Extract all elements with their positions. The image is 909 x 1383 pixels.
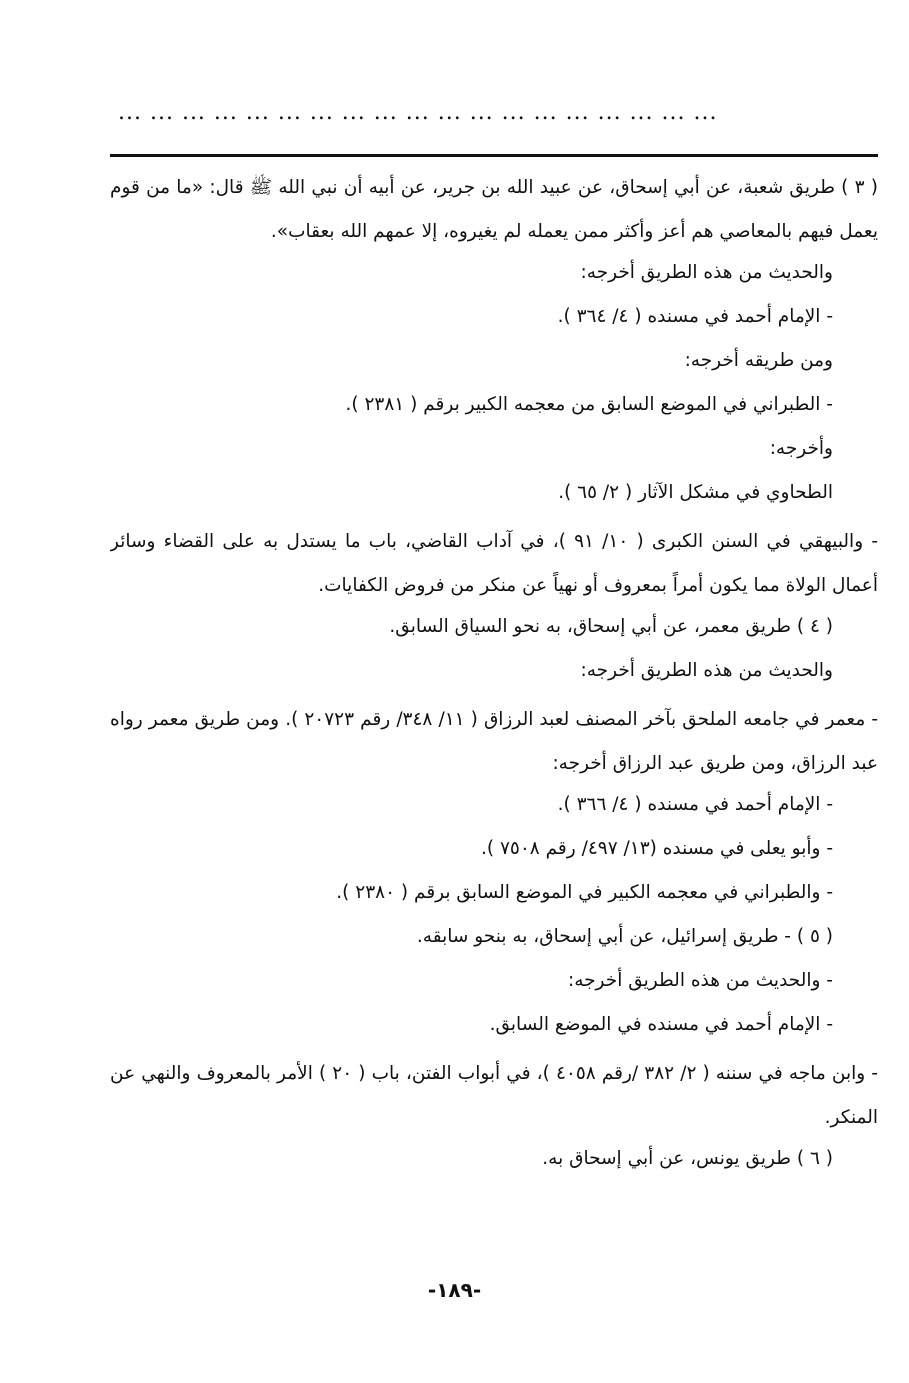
paragraph-18: - وابن ماجه في سننه ( ٢/ ٣٨٢ /رقم ٤٠٥٨ )، في أبواب الفتن، باب ( ٢٠ ) الأمر بالمعروف والنهي عن المنكر. bbox=[110, 1063, 878, 1128]
paragraph-3: - الإمام أحمد في مسنده ( ٤/ ٣٦٤ ). bbox=[557, 306, 833, 327]
paragraph-11: - معمر في جامعه الملحق بآخر المصنف لعبد الرزاق ( ١١/ ٣٤٨/ رقم ٢٠٧٢٣ ). ومن طريق معمر رواه عبد الرزاق، ومن طريق عبد الرزاق أخرجه: bbox=[110, 709, 878, 774]
paragraph-2: والحديث من هذه الطريق أخرجه: bbox=[580, 262, 833, 283]
page-number: -١٨٩- bbox=[427, 1278, 482, 1302]
paragraph-6: وأخرجه: bbox=[769, 438, 833, 459]
paragraph-5: - الطبراني في الموضع السابق من معجمه الكبير برقم ( ٢٣٨١ ). bbox=[345, 394, 833, 415]
paragraph-4: ومن طريقه أخرجه: bbox=[684, 350, 833, 371]
paragraph-12: - الإمام أحمد في مسنده ( ٤/ ٣٦٦ ). bbox=[557, 794, 833, 815]
paragraph-19: ( ٦ ) طريق يونس، عن أبي إسحاق به. bbox=[542, 1148, 833, 1169]
paragraph-17: - الإمام أحمد في مسنده في الموضع السابق. bbox=[489, 1014, 833, 1035]
paragraph-14: - والطبراني في معجمه الكبير في الموضع السابق برقم ( ٢٣٨٠ ). bbox=[336, 882, 833, 903]
paragraph-15: ( ٥ ) - طريق إسرائيل، عن أبي إسحاق، به بنحو سابقه. bbox=[416, 926, 833, 947]
header-ellipsis: ... ... ... ... ... ... ... ... ... ... ... ... ... ... ... ... ... ... ... bbox=[118, 100, 718, 125]
paragraph-13: - وأبو يعلى في مسنده (١٣/ ٤٩٧/ رقم ٧٥٠٨ ). bbox=[481, 838, 833, 859]
paragraph-16: - والحديث من هذه الطريق أخرجه: bbox=[567, 970, 833, 991]
paragraph-9: ( ٤ ) طريق معمر، عن أبي إسحاق، به نحو السياق السابق. bbox=[389, 616, 833, 637]
paragraph-7: الطحاوي في مشكل الآثار ( ٢/ ٦٥ ). bbox=[558, 482, 833, 503]
header-divider bbox=[110, 154, 878, 157]
paragraph-8: - والبيهقي في السنن الكبرى ( ١٠/ ٩١ )، في آداب القاضي، باب ما يستدل به على القضاء وسائر أعمال الولاة مما يكون أمراً بمعروف أو نهياً عن منكر من فروض الكفايات. bbox=[110, 531, 878, 596]
paragraph-10: والحديث من هذه الطريق أخرجه: bbox=[580, 660, 833, 681]
footnote-body bbox=[110, 166, 878, 1186]
paragraph-1: ( ٣ ) طريق شعبة، عن أبي إسحاق، عن عبيد الله بن جرير، عن أبيه أن نبي الله ﷺ قال: «ما من قوم يعمل فيهم بالمعاصي هم أعز وأكثر ممن يعمله لم يغيروه، إلا عمهم الله بعقاب». bbox=[110, 177, 878, 242]
